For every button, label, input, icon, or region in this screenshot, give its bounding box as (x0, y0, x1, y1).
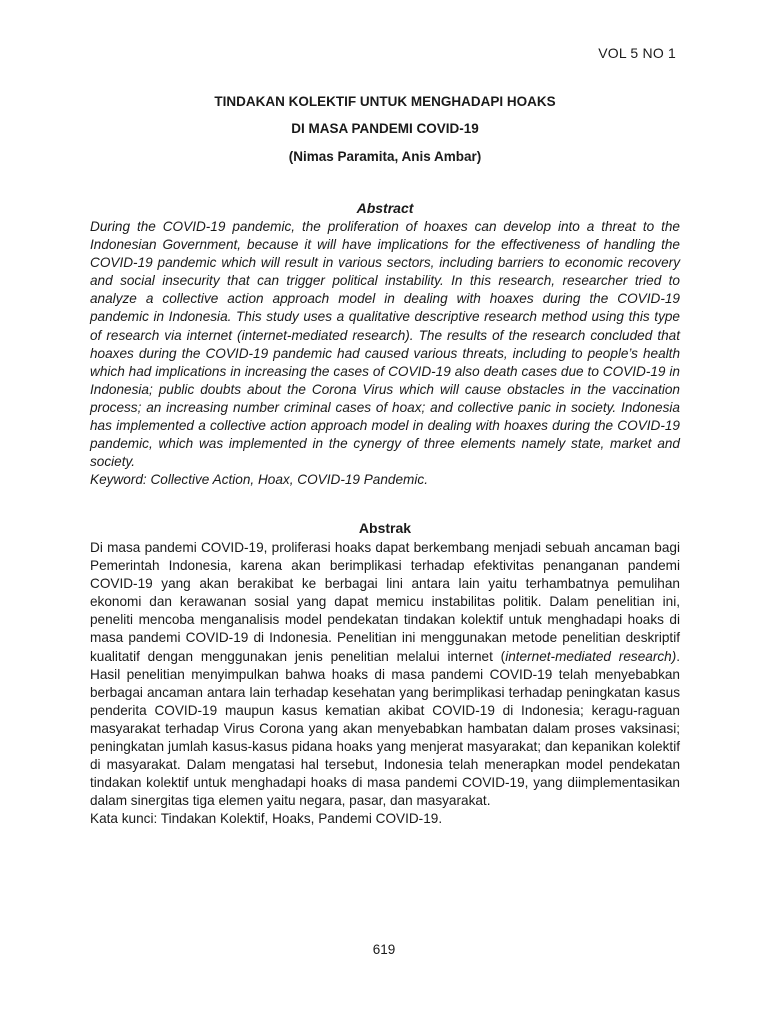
paper-title-line-2: DI MASA PANDEMI COVID-19 (291, 121, 479, 136)
abstrak-text-part-1: Di masa pandemi COVID-19, proliferasi hoaks dapat berkembang menjadi sebuah ancaman bagi Pemerintah Indonesia, karena akan berimplikasi terhadap efektivitas penanganan pandemi COVID-19 yang akan berakibat ke berbagai lini antara lain yaitu terhambatnya pemulihan ekonomi dan kerawanan sosial yang dapat memicu instabilitas politik. Dalam penelitian ini, peneliti mencoba menganalisis model pendekatan tindakan kolektif untuk menghadapi hoaks di masa pandemi COVID-19 di Indonesia. Penelitian ini menggunakan metode penelitian deskriptif kualitatif dengan menggunakan jenis penelitian melalui internet ( (90, 540, 680, 664)
abstract-body (90, 218, 680, 489)
abstract-text: During the COVID-19 pandemic, the proliferation of hoaxes can develop into a threat to the Indonesian Government, because it will have implications for the effectiveness of handling the COVID-19 pandemic which will result in various sectors, including barriers to economic recovery and social insecurity that can trigger political instability. In this research, researcher tried to analyze a collective action approach model in dealing with hoaxes during the COVID-19 pandemic in Indonesia. This study uses a qualitative descriptive research method using this type of research via internet (internet-mediated research). The results of the research concluded that hoaxes during the COVID-19 pandemic had caused various threats, including to people’s health which had implications in increasing the cases of COVID-19 also death cases due to COVID-19 in Indonesia; public doubts about the Corona Virus which will cause obstacles in the vaccination process; an increasing number criminal cases of hoax; and collective panic in society. Indonesia has implemented a collective action approach model in dealing with hoaxes during the COVID-19 pandemic, which was implemented in the cynergy of three elements namely state, market and society. (90, 219, 680, 470)
paper-title-line-1: TINDAKAN KOLEKTIF UNTUK MENGHADAPI HOAKS (214, 94, 556, 109)
volume-label: VOL 5 NO 1 (598, 45, 676, 61)
page-number: 619 (372, 942, 396, 957)
abstrak-text-part-2: . Hasil penelitian menyimpulkan bahwa hoaks di masa pandemi COVID-19 telah menyebabkan berbagai ancaman antara lain terhadap kesehatan yang berimplikasi terhadap peningkatan kasus penderita COVID-19 maupun kasus kematian akibat COVID-19 di Indonesia; keragu-raguan masyarakat terhadap Virus Corona yang akan menyebabkan hambatan dalam proses vaksinasi; peningkatan jumlah kasus-kasus pidana hoaks yang menjerat masyarakat; dan kepanikan kolektif di masyarakat. Dalam mengatasi hal tersebut, Indonesia telah menerapkan model pendekatan tindakan kolektif untuk menghadapi hoaks di masa pandemi COVID-19, yang diimplementasikan dalam sinergitas tiga elemen yaitu negara, pasar, dan masyarakat. (90, 648, 681, 809)
abstrak-keywords: Kata kunci: Tindakan Kolektif, Hoaks, Pandemi COVID-19. (90, 811, 443, 827)
abstract-heading: Abstract (356, 200, 414, 216)
abstrak-body (90, 539, 680, 829)
abstrak-text-italic: internet-mediated research) (505, 648, 677, 664)
paper-authors: (Nimas Paramita, Anis Ambar) (288, 149, 482, 164)
abstrak-heading: Abstrak (358, 520, 412, 536)
abstract-keywords: Keyword: Collective Action, Hoax, COVID-19 Pandemic. (90, 472, 428, 488)
